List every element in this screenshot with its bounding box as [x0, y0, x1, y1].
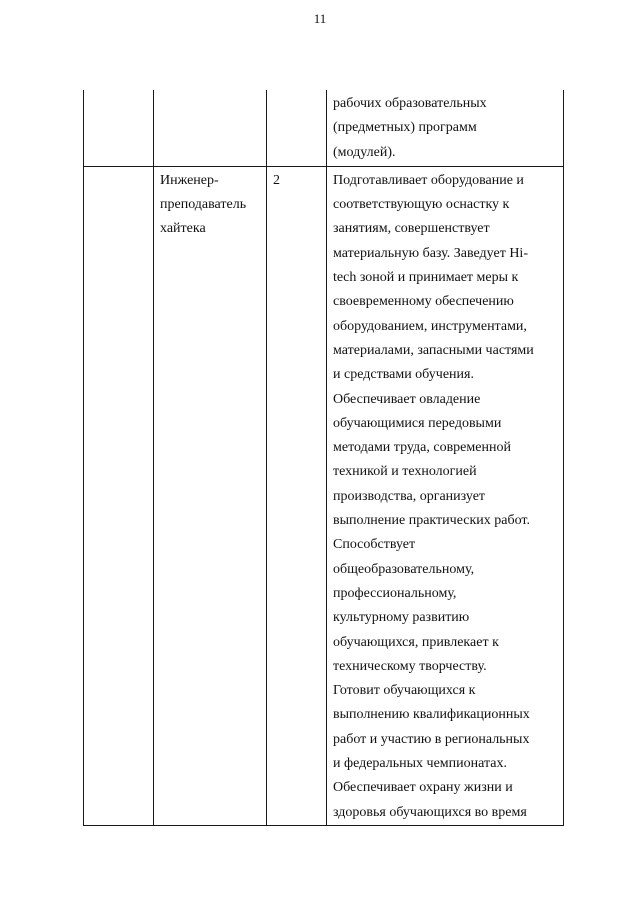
text-line: оборудованием, инструментами, — [333, 318, 527, 334]
text-line: материальную базу. Заведует Hi- — [333, 245, 528, 261]
duty-lines — [333, 92, 557, 165]
table-cell-blank — [84, 90, 154, 166]
text-line: производства, организует — [333, 488, 486, 504]
text-line: (предметных) программ — [333, 120, 477, 136]
text-line: рабочих образовательных — [333, 96, 487, 111]
text-line: Подготавливает оборудование и — [333, 172, 524, 188]
text-line: хайтека — [160, 221, 206, 237]
table-cell-count: 2 — [267, 166, 327, 825]
text-line: материалами, запасными частями — [333, 342, 534, 358]
text-line: Инженер- — [160, 172, 219, 188]
table-cell-duties — [327, 166, 564, 825]
text-line: и средствами обучения. — [333, 367, 474, 383]
table-row-engineer — [84, 166, 564, 825]
table-cell-duties — [327, 90, 564, 166]
text-line: и федеральных чемпионатах. — [333, 756, 507, 772]
table-cell-blank — [84, 166, 154, 825]
text-line: методами труда, современной — [333, 440, 511, 456]
text-line: выполнение практических работ. — [333, 513, 530, 529]
text-line: преподаватель — [160, 197, 247, 213]
text-line: Готовит обучающихся к — [333, 683, 476, 699]
text-line: техникой и технологией — [333, 464, 477, 480]
text-line: культурному развитию — [333, 610, 470, 626]
text-line: tech зоной и принимает меры к — [333, 270, 519, 286]
text-line: выполнению квалификационных — [333, 707, 530, 723]
text-line: своевременному обеспечению — [333, 294, 514, 310]
table-row-continued — [84, 90, 564, 166]
table-cell-role — [154, 166, 267, 825]
text-line: обучающимися передовыми — [333, 415, 502, 431]
text-line: соответствующую оснастку к — [333, 197, 510, 213]
role-lines — [160, 169, 260, 242]
staff-duties-table — [83, 90, 564, 826]
text-line: Обеспечивает овладение — [333, 391, 481, 407]
text-line: профессиональному, — [333, 585, 457, 601]
text-line: работ и участию в региональных — [333, 731, 530, 747]
table-cell-count — [267, 90, 327, 166]
text-line: Обеспечивает охрану жизни и — [333, 780, 513, 796]
duty-lines — [333, 169, 557, 825]
table-cell-role — [154, 90, 267, 166]
page-number: 11 — [313, 11, 327, 26]
text-line: (модулей). — [333, 144, 396, 160]
text-line: занятиям, совершенствует — [333, 221, 490, 237]
text-line: обучающихся, привлекает к — [333, 634, 499, 650]
text-line: здоровья обучающихся во время — [333, 804, 527, 820]
text-line: общеобразовательному, — [333, 561, 475, 577]
text-line: техническому творчеству. — [333, 658, 487, 674]
text-line: Способствует — [333, 537, 416, 553]
